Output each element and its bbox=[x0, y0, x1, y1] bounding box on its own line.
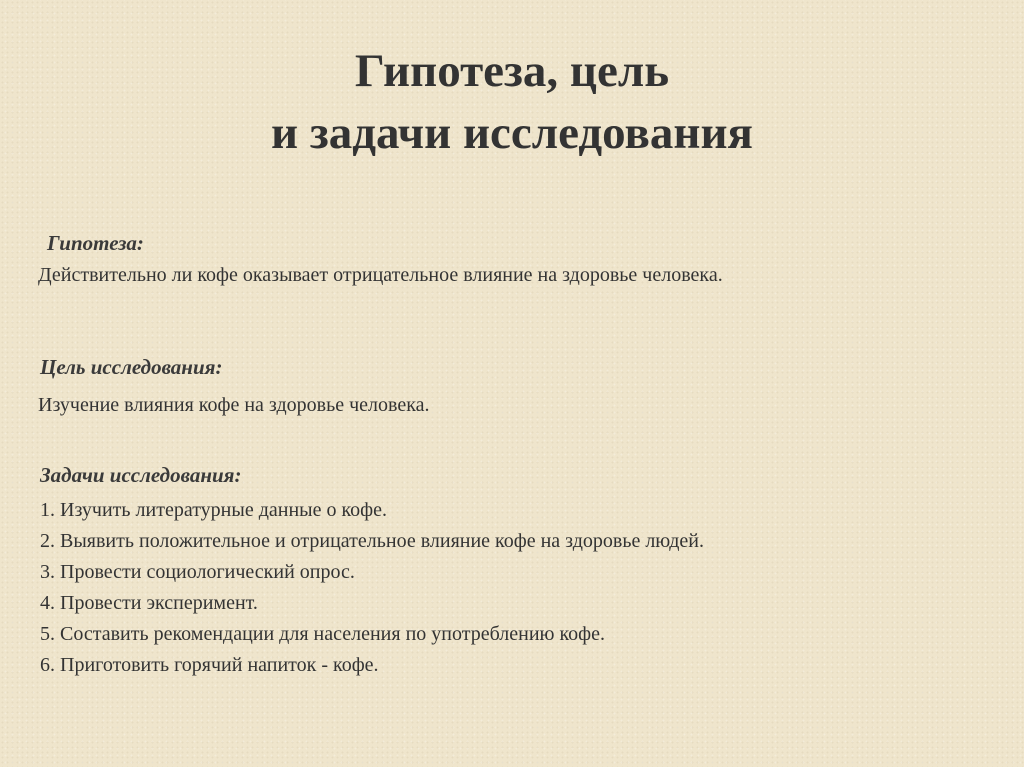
tasks-heading: Задачи исследования: bbox=[40, 463, 242, 487]
task-item-2: 2. Выявить положительное и отрицательное влияние кофе на здоровье людей. bbox=[40, 530, 704, 552]
slide-title bbox=[0, 40, 1024, 164]
goal-text: Изучение влияния кофе на здоровье человека. bbox=[38, 394, 430, 416]
task-item-4: 4. Провести эксперимент. bbox=[40, 592, 258, 614]
goal-heading: Цель исследования: bbox=[40, 355, 223, 379]
task-item-3: 3. Провести социологический опрос. bbox=[40, 561, 355, 583]
slide-title-line-1: Гипотеза, цель bbox=[354, 45, 670, 97]
slide-title-line-2: и задачи исследования bbox=[271, 107, 753, 159]
tasks-list bbox=[40, 495, 704, 681]
task-item-6: 6. Приготовить горячий напиток - кофе. bbox=[40, 654, 379, 676]
hypothesis-text: Действительно ли кофе оказывает отрицательное влияние на здоровье человека. bbox=[38, 264, 723, 286]
task-item-1: 1. Изучить литературные данные о кофе. bbox=[40, 499, 388, 521]
hypothesis-heading: Гипотеза: bbox=[47, 231, 144, 255]
task-item-5: 5. Составить рекомендации для населения по употреблению кофе. bbox=[40, 623, 605, 645]
